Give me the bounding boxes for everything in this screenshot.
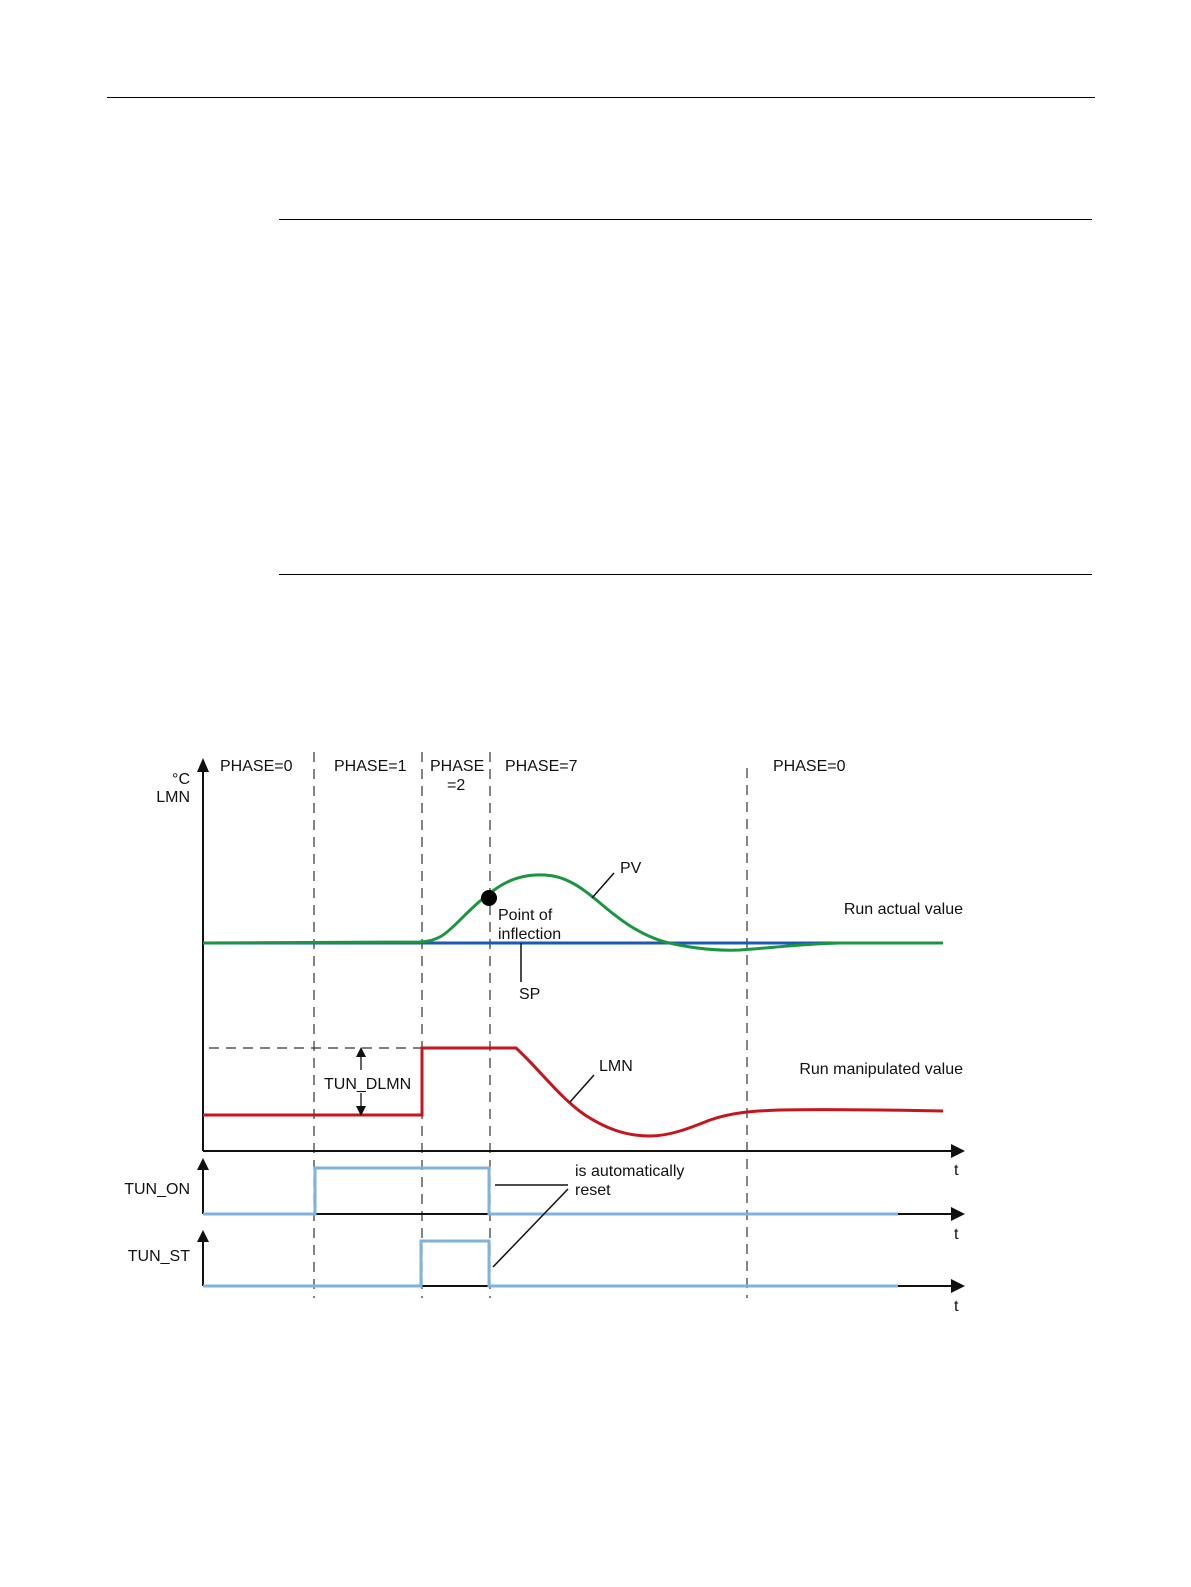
lmn-label: LMN [599, 1058, 633, 1075]
auto-reset-label-line2: reset [575, 1182, 611, 1199]
y-axis-unit: °C [172, 771, 190, 788]
phase-0-start-label: PHASE=0 [220, 758, 293, 775]
phase-2-label-line1: PHASE [430, 758, 485, 775]
phase-2-label-line2: =2 [447, 777, 466, 794]
pv-label: PV [620, 860, 642, 877]
tun-st-x-arrow-icon [951, 1279, 965, 1293]
phase-7-label: PHASE=7 [505, 758, 578, 775]
run-manipulated-value-label: Run manipulated value [799, 1061, 963, 1078]
lmn-leader [570, 1075, 594, 1102]
tun-on-label: TUN_ON [124, 1181, 190, 1198]
auto-reset-label-line1: is automatically [575, 1163, 685, 1180]
sp-label: SP [519, 986, 541, 1003]
x-axis-label: t [954, 1162, 959, 1179]
tun-on-x-arrow-icon [951, 1207, 965, 1221]
y-axis-arrow-icon [197, 758, 209, 772]
phase-0-end-label: PHASE=0 [773, 758, 846, 775]
tun-st-y-arrow-icon [197, 1230, 209, 1242]
phase-boundaries [209, 752, 747, 1298]
inflection-label-line1: Point of [498, 907, 553, 924]
inflection-label-line2: inflection [498, 926, 562, 943]
tun-on-y-arrow-icon [197, 1158, 209, 1170]
inflection-point [481, 890, 497, 906]
tun-st-axis-label: t [954, 1298, 959, 1315]
y-axis-label: LMN [156, 789, 190, 806]
tun-st-signal [203, 1241, 898, 1286]
tun-st-label: TUN_ST [127, 1248, 190, 1265]
run-actual-value-label: Run actual value [843, 901, 963, 918]
tun-on-axis-label: t [954, 1226, 959, 1243]
pv-leader [592, 873, 614, 898]
tun-dlmn-label: TUN_DLMN [324, 1076, 412, 1093]
phase-1-label: PHASE=1 [334, 758, 407, 775]
reset-leader-st [493, 1189, 568, 1267]
x-axis-arrow-icon [951, 1144, 965, 1158]
